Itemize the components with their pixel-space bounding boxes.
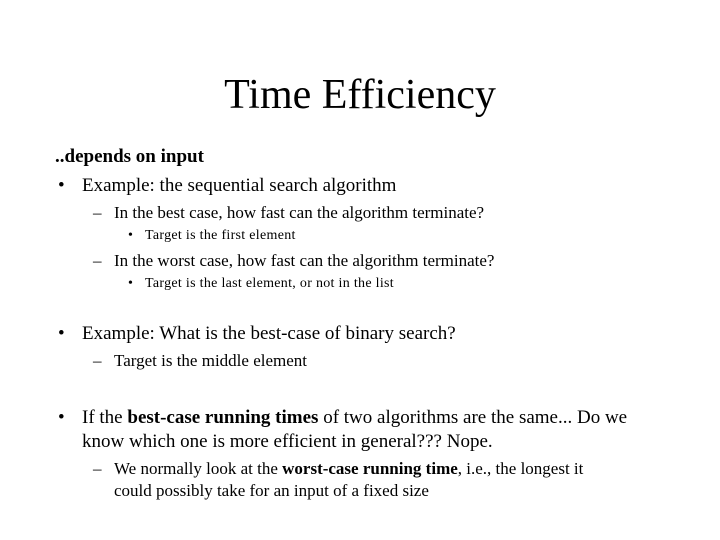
bullet-marker: • <box>58 323 65 344</box>
bullet-sequential-search: Example: the sequential search algorithm <box>82 175 397 196</box>
bold-segment: worst-case running time <box>282 459 458 478</box>
dash-marker: – <box>93 203 102 222</box>
dash-marker: – <box>93 351 102 370</box>
subsub-last-element: Target is the last element, or not in the list <box>145 276 394 291</box>
bullet-best-case-times <box>82 406 627 429</box>
bullet-best-case-times-line2: know which one is more efficient in general??? Nope. <box>82 431 493 452</box>
intro-text: ..depends on input <box>55 146 204 167</box>
bullet-marker: • <box>58 175 65 196</box>
dash-marker: – <box>93 459 102 478</box>
sub-best-case: In the best case, how fast can the algorithm terminate? <box>114 203 485 222</box>
bold-segment: best-case running times <box>127 407 319 428</box>
text-segment: of two algorithms are the same... Do we <box>318 407 628 428</box>
sub-worst-case-running-time-line2: could possibly take for an input of a fixed size <box>114 481 429 500</box>
subsub-first-element: Target is the first element <box>145 228 296 243</box>
text-segment: , i.e., the longest it <box>457 459 584 478</box>
sub-middle-element: Target is the middle element <box>114 351 307 370</box>
bullet-marker: • <box>128 228 134 243</box>
bullet-marker: • <box>128 276 134 291</box>
sub-worst-case: In the worst case, how fast can the algorithm terminate? <box>114 251 495 270</box>
bullet-marker: • <box>58 407 65 428</box>
bullet-binary-search: Example: What is the best-case of binary search? <box>82 323 456 344</box>
slide-title: Time Efficiency <box>224 72 496 118</box>
sub-worst-case-running-time <box>114 458 583 479</box>
dash-marker: – <box>93 251 102 270</box>
text-segment: If the <box>82 407 128 428</box>
text-segment: We normally look at the <box>114 459 283 478</box>
